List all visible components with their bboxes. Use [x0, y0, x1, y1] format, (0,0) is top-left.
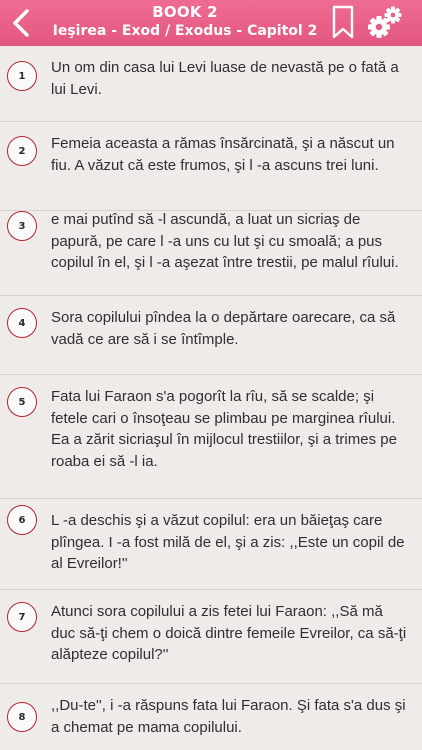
verse-text: Un om din casa lui Levi luase de nevastă pe o fată a lui Levi.	[51, 59, 399, 98]
bookmark-icon	[332, 5, 354, 39]
verse-item[interactable]	[0, 211, 422, 296]
verse-number: 6	[7, 505, 37, 535]
settings-button[interactable]	[366, 5, 404, 41]
verse-text: Atunci sora copilului a zis fetei lui Faraon: ,,Să mă duc să-ţi chem o doică dintre femeile Evreilor, ca să-ţi alăpteze copilul?''	[51, 603, 407, 663]
back-button[interactable]	[6, 4, 36, 42]
verse-number: 7	[7, 602, 37, 632]
verse-item[interactable]	[0, 375, 422, 499]
verse-text: ,,Du-te'', i -a răspuns fata lui Faraon. Şi fata s'a dus şi a chemat pe mama copilului.	[51, 697, 406, 736]
verse-item[interactable]	[0, 122, 422, 211]
verse-number: 8	[7, 702, 37, 732]
verse-item[interactable]	[0, 499, 422, 590]
chevron-left-icon	[11, 8, 31, 38]
verse-text: e mai putînd să -l ascundă, a luat un sicriaş de papură, pe care l -a uns cu lut şi cu smoală; a pus copilul în el, şi l -a aşezat între trestii, pe malul rîului.	[51, 211, 399, 271]
verse-text: Fata lui Faraon s'a pogorît la rîu, să se scalde; şi fetele cari o însoţeau se plimbau pe marginea rîului. Ea a zărit sicriaşul în mijlocul trestiilor, şi a trimes pe roaba ei să -l ia.	[51, 388, 397, 470]
header-title	[44, 3, 326, 40]
verse-text: Sora copilului pîndea la o depărtare oarecare, ca să vadă ce are să i se întîmple.	[51, 309, 396, 348]
verse-number: 5	[7, 387, 37, 417]
verse-item[interactable]	[0, 590, 422, 684]
gears-icon	[366, 5, 404, 41]
verse-number: 4	[7, 308, 37, 338]
chapter-label: Ieşirea - Exod / Exodus - Capitol 2	[52, 23, 318, 39]
verse-number: 3	[7, 211, 37, 241]
verse-item[interactable]	[0, 296, 422, 375]
verse-number: 1	[7, 61, 37, 91]
verse-item[interactable]	[0, 684, 422, 750]
verse-number: 2	[7, 136, 37, 166]
verse-text: Femeia aceasta a rămas însărcinată, şi a născut un fiu. A văzut că este frumos, şi l -a ascuns trei luni.	[51, 135, 395, 174]
verse-list[interactable]	[0, 46, 422, 750]
bookmark-button[interactable]	[332, 5, 354, 39]
verse-text: L -a deschis şi a văzut copilul: era un băieţaş care plîngea. I -a fost milă de el, şi a zis: ,,Este un copil de al Evreilor!''	[51, 512, 405, 572]
navigation-bar	[0, 0, 422, 46]
verse-item[interactable]	[0, 46, 422, 122]
book-label: BOOK 2	[152, 3, 218, 21]
